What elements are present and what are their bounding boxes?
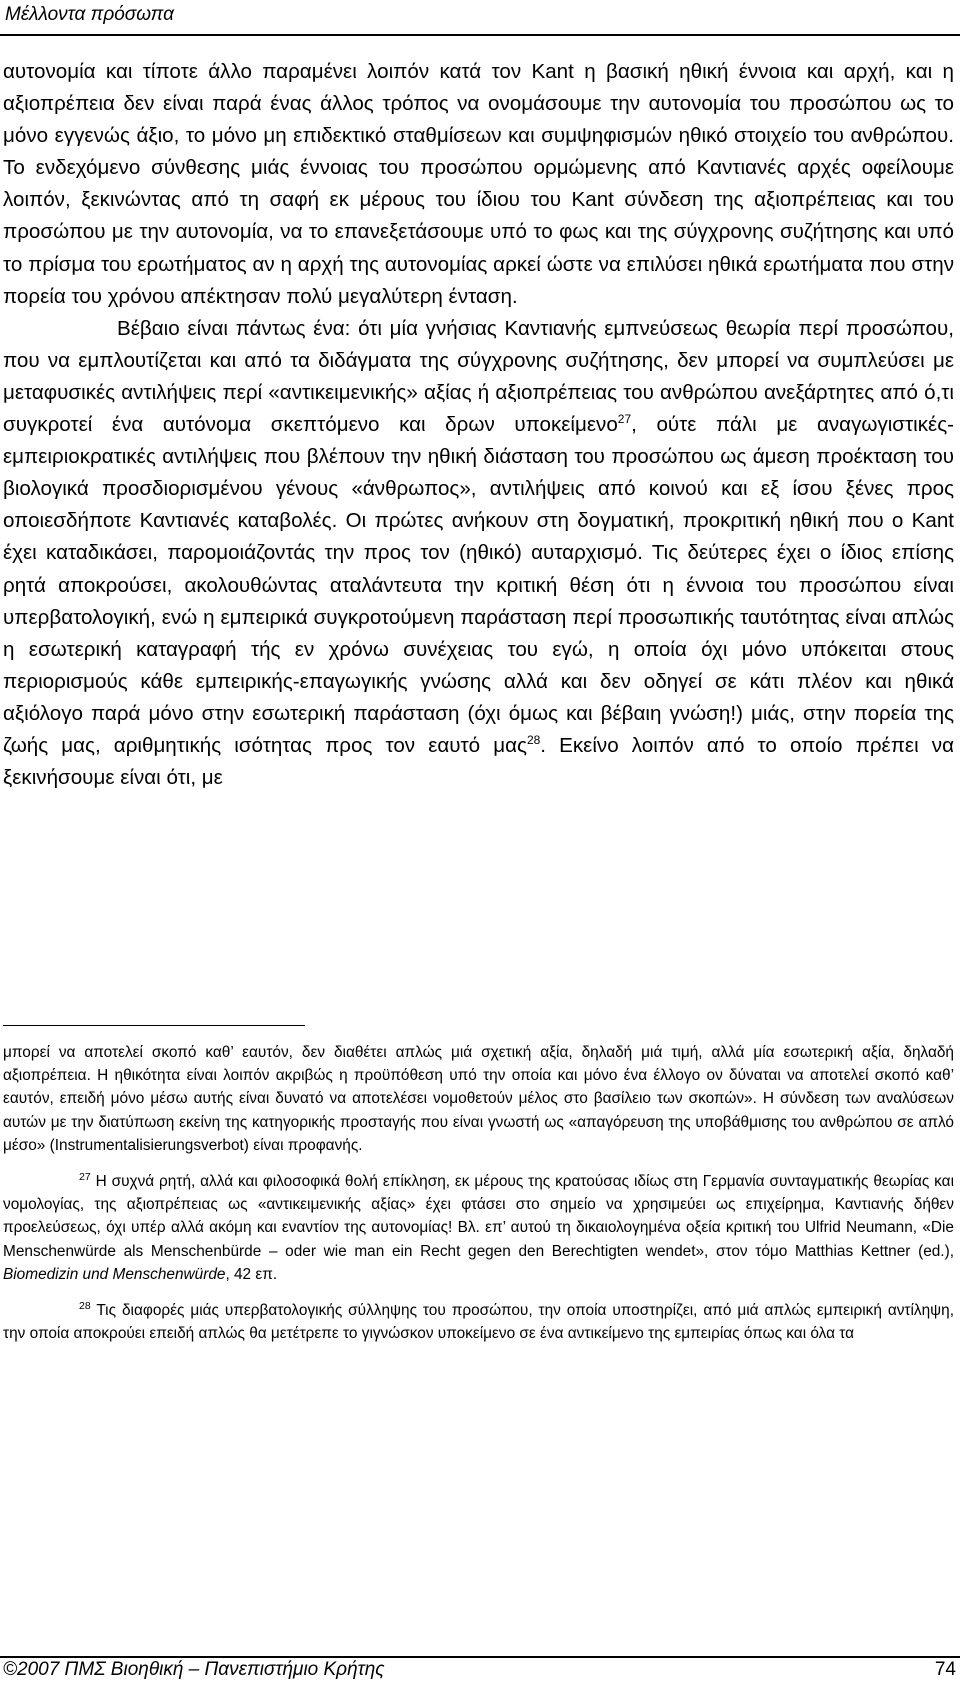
footnote-continuation: μπορεί να αποτελεί σκοπό καθ’ εαυτόν, δεν διαθέτει απλώς μιά σχετική αξία, δηλαδή μιά τιμή, αλλά μία εσωτερική αξία, δηλαδή αξιοπρέπεια. Η ηθικότητα είναι λοιπόν ακριβώς η προϋπόθεση υπό την οποία και μόνο ένα έλλογο ον δύναται να αποτελεί σκοπό καθ’ εαυτόν, επειδή μόνο μέσω αυτής είναι δυνατό να αποτελέσει νομοθετούν μέλος στο βασίλειο των σκοπών». Η σύνδεση των αναλύσεων αυτών με την διατύπωση εκείνη της κατηγορικής προσταγής που είναι γνωστή ως «απαγόρευση της υποβάθμισης του ανθρώπου σε απλό μέσο» (Instrumentalisierungsverbot) είναι προφανής. [3,1044,954,1154]
page-number: 74 [934,1659,956,1680]
paragraph-2-part-b: , ούτε πάλι με αναγωγιστικές-εμπειριοκρατικές αντιλήψεις που βλέπουν την ηθική διάσταση του προσώπου ως άμεση προέκταση του βιολογικά προσδιορισμένου γένους «άνθρωπος», αντιλήψεις από κοινού και εξ ίσου ξένες προς οποιεσδήποτε Καντιανές καταβολές. Οι πρώτες ανήκουν στη δογματική, προκριτική ηθική που ο Kant έχει καταδικάσει, παρομοιάζοντάς την προς τον (ηθικό) αυταρχισμό. Τις δεύτερες έχει ο ίδιος επίσης ρητά αποκρούσει, ακολουθώντας αταλάντευτα την κριτική θέση ότι η έννοια του προσώπου είναι υπερβατολογική, ενώ η εμπειρικά συγκροτούμενη παράσταση περί προσωπικής ταυτότητας είναι απλώς η εσωτερική καταγραφή τής εν χρόνω συνέχειας του εγώ, η οποία όχι μόνο υπόκειται στους περιορισμούς κάθε εμπειρικής-επαγωγικής γνώσης αλλά και δεν οδηγεί σε κάτι πλέον και ηθικά αξιόλογο παρά μόνο στην εσωτερική παράσταση (όχι όμως και βέβαιη γνώση!) μιάς, στην πορεία της ζωής μας, αριθμητικής ισότητας προς τον εαυτό μας [3,413,954,757]
footnote-27-text: Η συχνά ρητή, αλλά και φιλοσοφικά θολή επίκληση, εκ μέρους της κρατούσας ιδίως στη Γερμανία συνταγματικής θεωρίας και νομολογίας, της αξιοπρέπειας ως «αντικειμενικής αξίας» έχει φτάσει στο σημείο να χρησιμεύει ως επιχείρημα, Καντιανής δήθεν προελεύσεως, όχι υπέρ αλλά ακόμη και εναντίον της αυτονομίας! Βλ. επ’ αυτού τη δικαιολογημένα οξεία κριτική του Ulfrid Neumann, «Die Menschenwürde als Menschenbürde – oder wie man ein Recht gegen den Berechtigten wendet», στον τόμο Matthias Kettner (ed.), [3,1173,954,1260]
paragraph-1: αυτονομία και τίποτε άλλο παραμένει λοιπόν κατά τον Kant η βασική ηθική έννοια και αρχή, και η αξιοπρέπεια δεν είναι παρά ένας άλλος τρόπος να ονομάσουμε την αυτονομία του προσώπου ως το μόνο εγγενώς άξιο, το μόνο μη επιδεκτικό σταθμίσεων και συμψηφισμών ηθικό στοιχείο του ανθρώπου. Το ενδεχόμενο σύνθεσης μιάς έννοιας του προσώπου ορμώμενης από Καντιανές αρχές οφείλουμε λοιπόν, ξεκινώντας από τη σαφή εκ μέρους του ίδιου του Kant σύνδεση της αξιοπρέπειας και του προσώπου με την αυτονομία, να το επανεξετάσουμε υπό το φως και της σύγχρονης συζήτησης και υπό το πρίσμα του ερωτήματος αν η αρχή της αυτονομίας αρκεί ώστε να επιλύσει ηθικά ερωτήματα που στην πορεία του χρόνου απέκτησαν πολύ μεγαλύτερη ένταση. [3,60,954,308]
footnote-27-pages: , 42 επ. [225,1265,278,1283]
footnote-27-number: 27 [79,1170,91,1183]
footnotes [3,1041,954,1345]
header-divider [0,34,960,36]
footnote-27-book-title: Biomedizin und Menschenwürde [3,1265,226,1283]
footnote-separator [3,1025,305,1026]
running-header: Μέλλοντα πρόσωπα [5,4,174,25]
footnote-ref-28[interactable]: 28 [526,733,541,748]
footer-divider [0,1656,960,1658]
footer-copyright: ©2007 ΠΜΣ Βιοηθική – Πανεπιστήμιο Κρήτης [3,1659,385,1680]
footnote-28-text: Τις διαφορές μιάς υπερβατολογικής σύλληψης του προσώπου, την οποία υποστηρίζει, από μιά απλώς εμπειρική αντίληψη, την οποία αποκρούει επειδή απλώς θα μετέτρεπε το γιγνώσκον υποκείμενο σε ένα αντικείμενο της εμπειρίας όπως και όλα τα [3,1302,954,1343]
paragraph-2-part-a: Βέβαιο είναι πάντως ένα: ότι μία γνήσιας Καντιανής εμπνεύσεως θεωρία περί προσώπου, που να εμπλουτίζεται και από τα διδάγματα της σύγχρονης συζήτησης, δεν μπορεί να συμπλεύσει με μεταφυσικές αντιλήψεις περί «αντικειμενικής» αξίας ή αξιοπρέπειας του ανθρώπου ανεξάρτητες από ό,τι συγκροτεί ένα αυτόνομα σκεπτόμενο και δρων υποκείμενο [3,316,954,437]
paragraph-2 [3,313,954,794]
page-footer [0,1659,960,1685]
footnote-ref-27[interactable]: 27 [617,412,632,427]
footnote-27 [3,1170,954,1286]
paragraph-2-part-c: . Εκείνο λοιπόν από το οποίο πρέπει να ξεκινήσουμε είναι ότι, με [3,733,954,790]
footnote-28 [3,1299,954,1345]
main-text [3,56,954,794]
footnote-28-number: 28 [79,1299,91,1312]
